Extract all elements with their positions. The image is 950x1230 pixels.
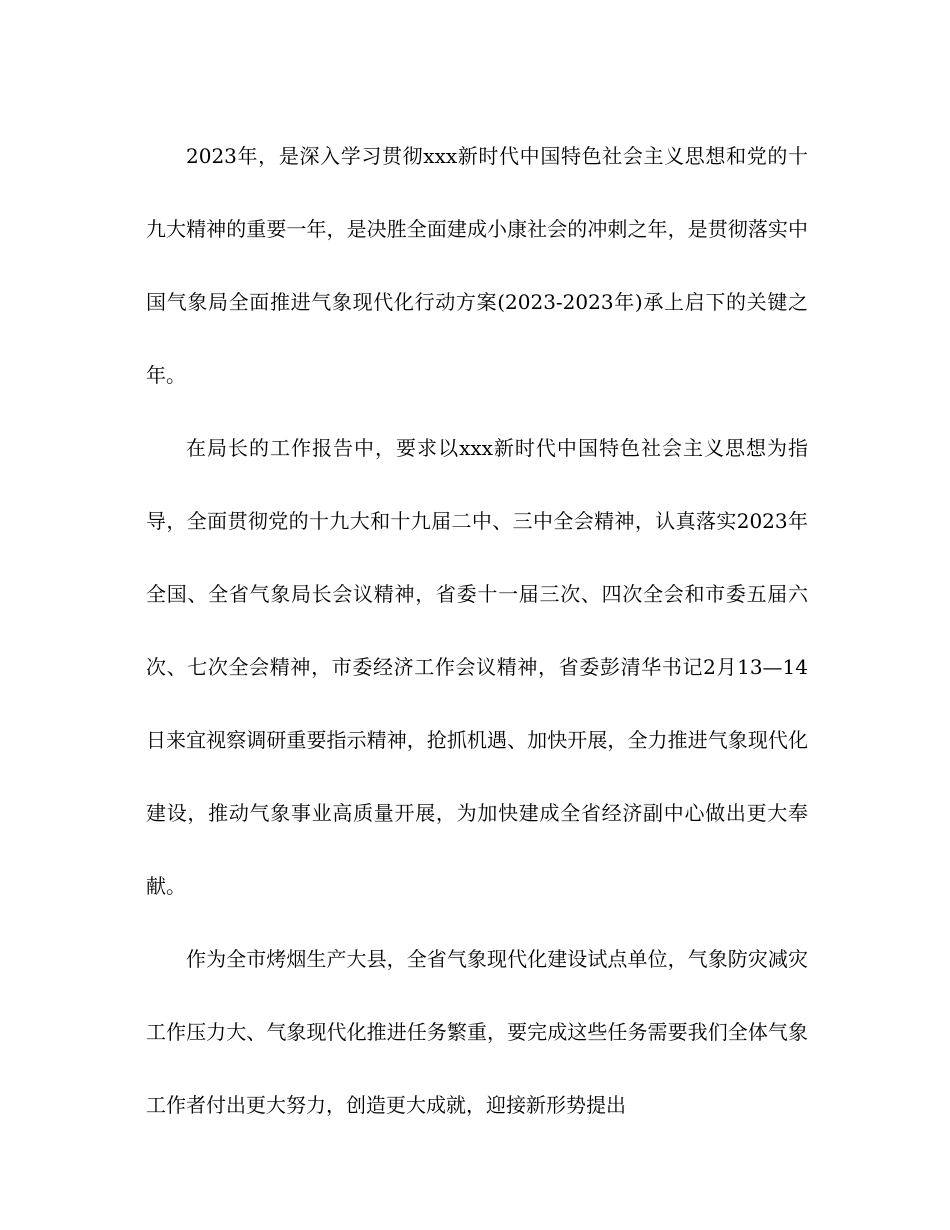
paragraph-1: 2023年，是深入学习贯彻xxx新时代中国特色社会主义思想和党的十九大精神的重要一年，是决胜全面建成小康社会的冲刺之年，是贯彻落实中国气象局全面推进气象现代化行动方案(2023-2023年)承上启下的关键之年。 bbox=[146, 144, 808, 387]
paragraph-3: 作为全市烤烟生产大县，全省气象现代化建设试点单位，气象防灾减灾工作压力大、气象现代化推进任务繁重，要完成这些任务需要我们全体气象工作者付出更大努力，创造更大成就，迎接新形势提出 bbox=[146, 947, 808, 1117]
paragraph-2: 在局长的工作报告中，要求以xxx新时代中国特色社会主义思想为指导，全面贯彻党的十九大和十九届二中、三中全会精神，认真落实2023年全国、全省气象局长会议精神，省委十一届三次、四次全会和市委五届六次、七次全会精神，市委经济工作会议精神，省委彭清华书记2月13—14日来宜视察调研重要指示精神，抢抓机遇、加快开展，全力推进气象现代化建设，推动气象事业高质量开展，为加快建成全省经济副中心做出更大奉献。 bbox=[146, 436, 808, 898]
document-body bbox=[146, 120, 808, 1142]
